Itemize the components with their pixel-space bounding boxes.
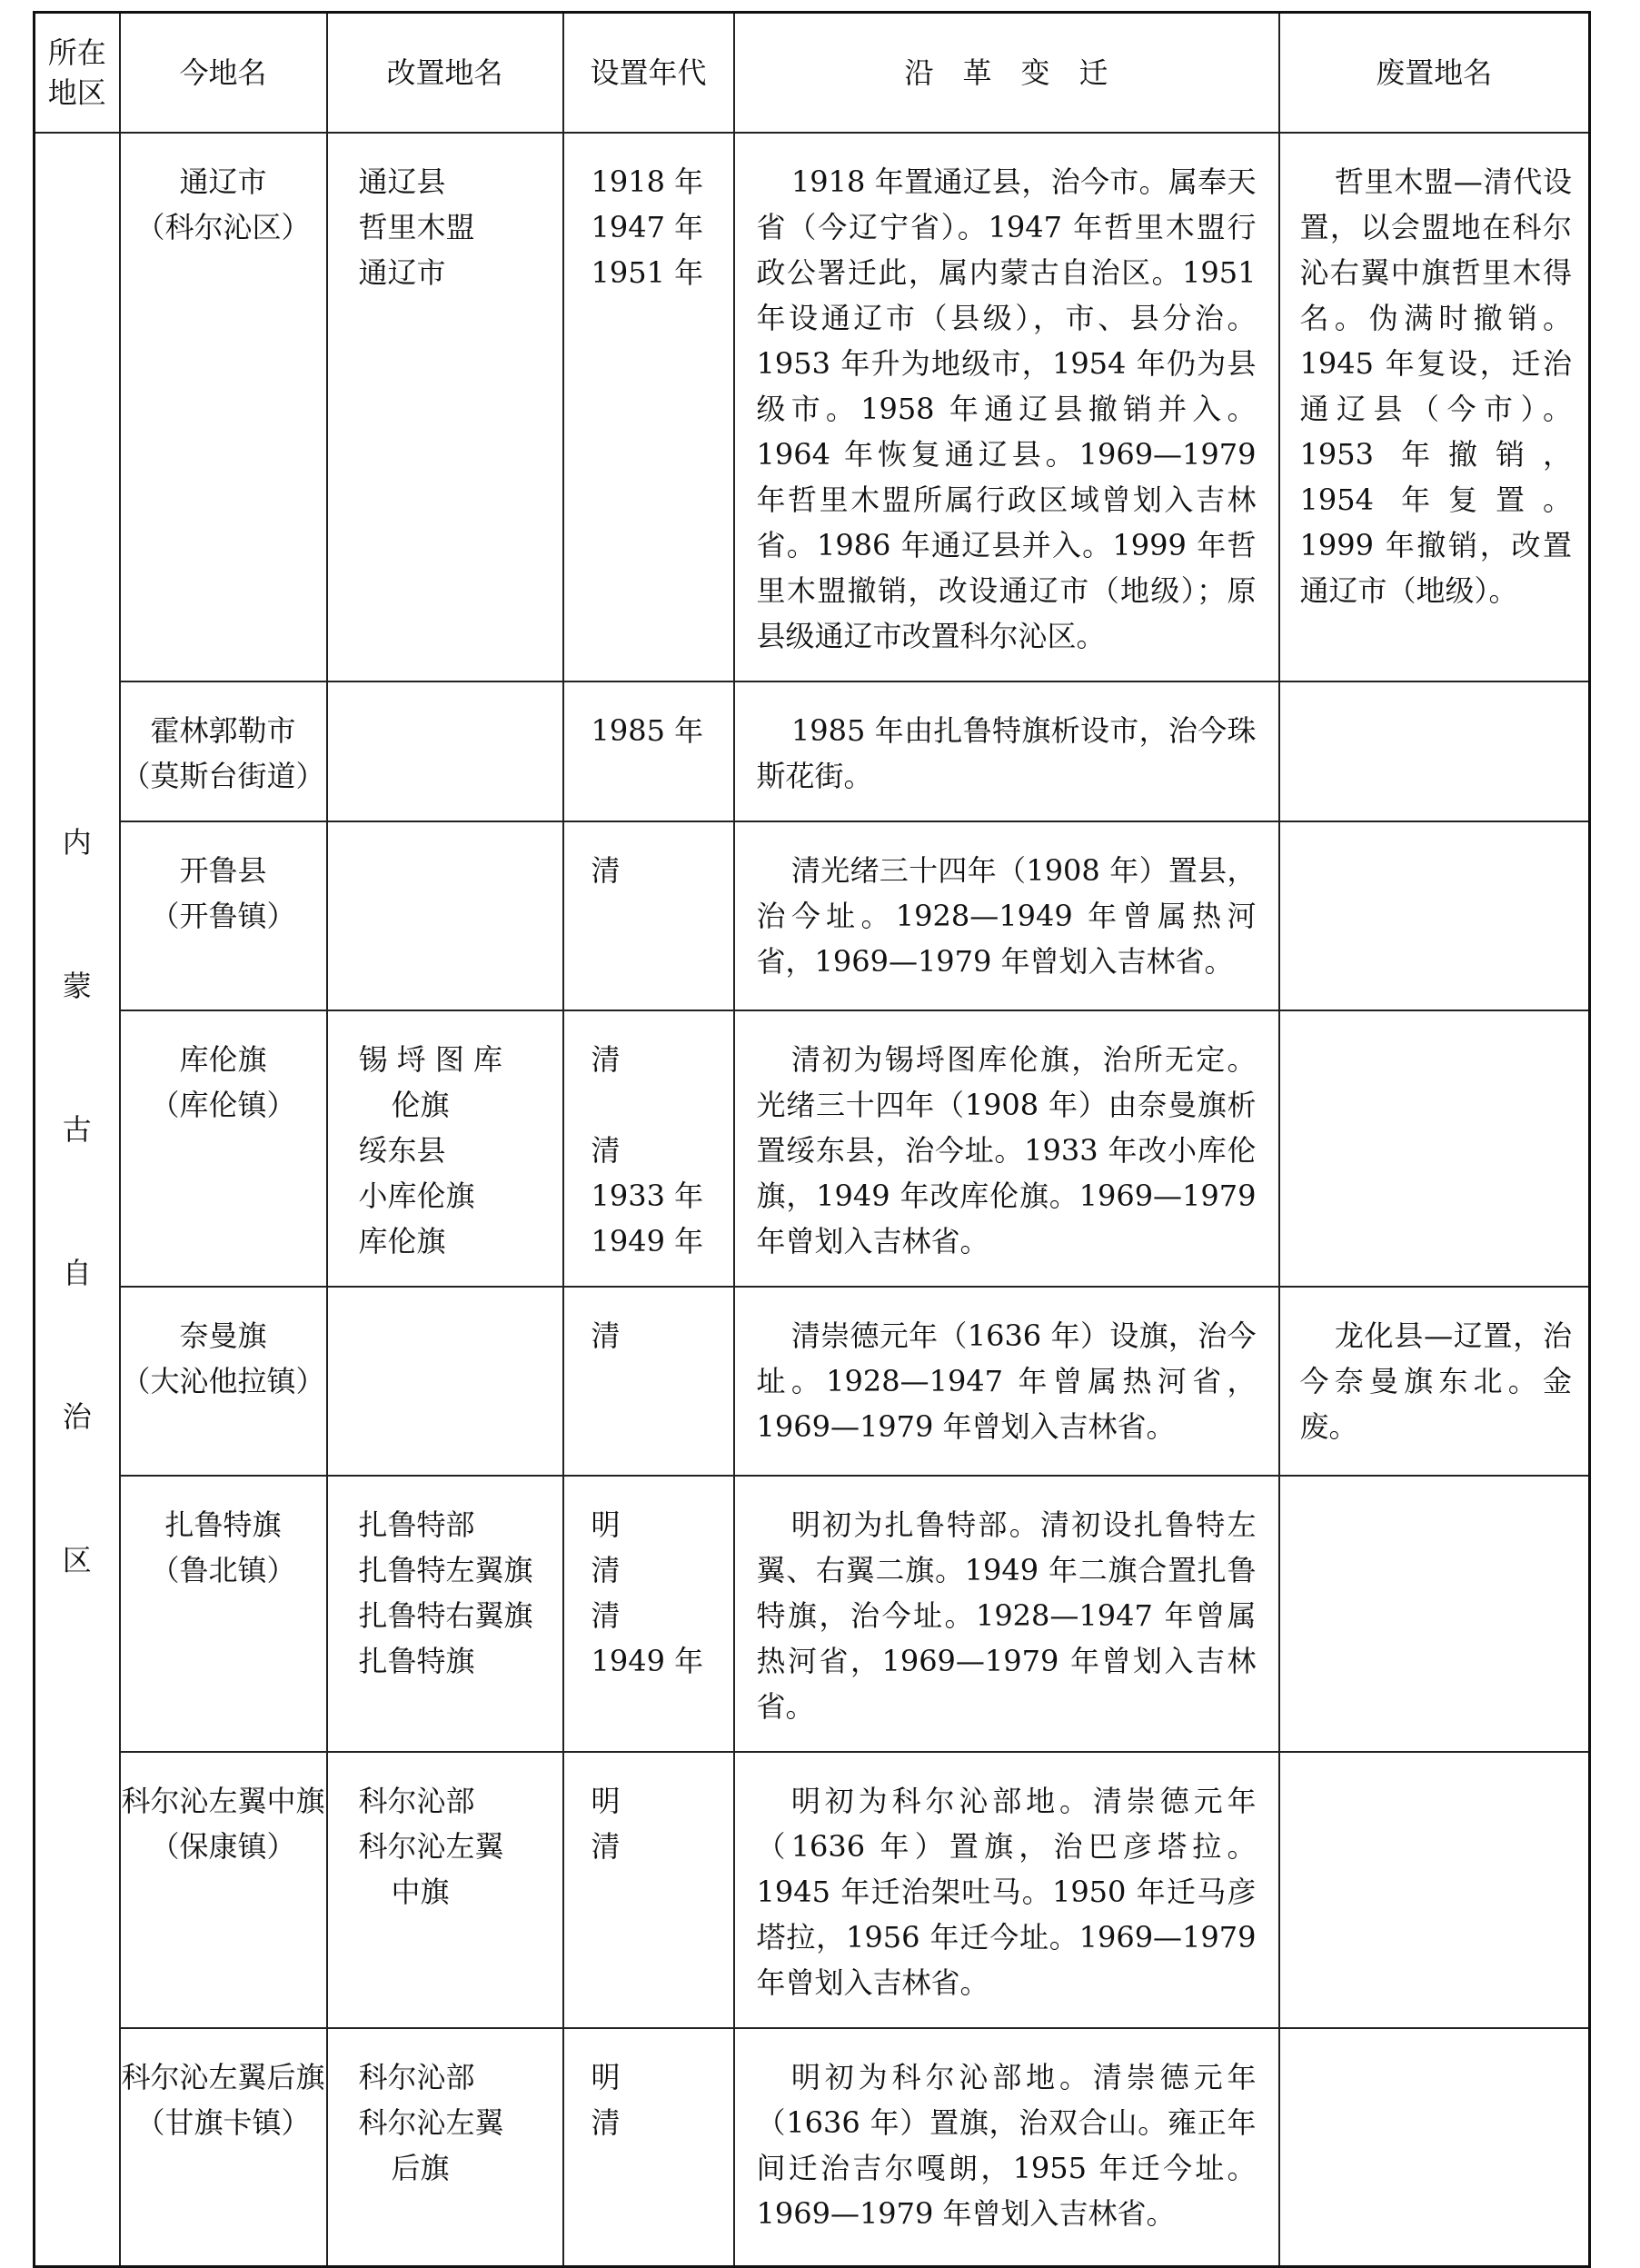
current-seat: （库伦镇）: [150, 1088, 296, 1122]
header-abolished: 废置地名: [1279, 13, 1590, 134]
region-char: 自: [62, 1255, 92, 1290]
history-text: 清光绪三十四年（1908 年）置县，治今址。1928—1949 年曾属热河省，1969—1979 年曾划入吉林省。: [756, 853, 1257, 979]
year-item: 1951 年: [591, 255, 704, 290]
region-char: 古: [62, 1111, 92, 1147]
year-item: 1933 年: [591, 1179, 704, 1213]
renamed-cell: [327, 1476, 563, 1752]
year-item: 明: [591, 1507, 621, 1542]
history-cell: [734, 2028, 1279, 2266]
year-cell: [563, 1476, 734, 1752]
table-row: [35, 1287, 1590, 1476]
history-cell: [734, 1752, 1279, 2028]
renamed-item: 科尔沁左翼: [358, 2105, 504, 2140]
year-item: 1947 年: [591, 210, 704, 244]
year-cell: [563, 133, 734, 681]
table-row: [35, 1010, 1590, 1287]
current-name: 奈曼旗: [179, 1318, 267, 1353]
year-item: 清: [591, 1133, 621, 1168]
renamed-cell: [327, 1287, 563, 1476]
region-char: 区: [62, 1542, 92, 1577]
region-char: 蒙: [62, 968, 92, 1003]
current-seat: （保康镇）: [150, 1829, 296, 1864]
table-row: [35, 1476, 1590, 1752]
abolished-cell: [1279, 681, 1590, 821]
renamed-item-continuation: 后旗: [391, 2151, 450, 2185]
renamed-item-continuation: 伦旗: [391, 1088, 450, 1122]
current-seat: （科尔沁区）: [135, 210, 311, 244]
header-row: [35, 13, 1590, 134]
current-seat: （鲁北镇）: [150, 1553, 296, 1587]
renamed-item: 通辽市: [358, 255, 446, 290]
current-name-cell: [120, 681, 327, 821]
history-cell: [734, 1010, 1279, 1287]
current-name: 霍林郭勒市: [150, 713, 296, 748]
history-cell: [734, 1287, 1279, 1476]
renamed-item: 扎鲁特部: [358, 1507, 475, 1542]
current-name: 通辽市: [179, 164, 267, 199]
abolished-text: [1280, 1477, 1589, 1524]
history-text: 明初为扎鲁特部。清初设扎鲁特左翼、右翼二旗。1949 年二旗合置扎鲁特旗，治今址。1928—1947 年曾属热河省，1969—1979 年曾划入吉林省。: [756, 1507, 1257, 1724]
renamed-cell: [327, 1010, 563, 1287]
current-name-cell: [120, 1476, 327, 1752]
abolished-text: [1280, 822, 1589, 870]
renamed-cell: [327, 821, 563, 1010]
year-item: 清: [591, 1553, 621, 1587]
abolished-text: 哲里木盟—清代设置，以会盟地在科尔沁右翼中旗哲里木得名。伪满时撤销。1945 年复设，迁治通辽县（今市）。1953 年撤销，1954 年复置。1999 年撤销，改置通辽市（地级）。: [1299, 164, 1572, 608]
renamed-item: 库伦旗: [358, 1224, 446, 1258]
history-text: 1918 年置通辽县，治今市。属奉天省（今辽宁省）。1947 年哲里木盟行政公署迁此，属内蒙古自治区。1951 年设通辽市（县级），市、县分治。1953 年升为地级市，1954 年仍为县级市。1958 年通辽县撤销并入。1964 年恢复通辽县。1969—1979 年哲里木盟所属行政区域曾划入吉林省。1986 年通辽县并入。1999 年哲里木盟撤销，改设通辽市（地级）；原县级通辽市改置科尔沁区。: [756, 164, 1257, 653]
gazetteer-table: [33, 11, 1591, 2268]
header-history: 沿 革 变 迁: [734, 13, 1279, 134]
renamed-item: 扎鲁特旗: [358, 1644, 475, 1678]
current-name-cell: [120, 821, 327, 1010]
current-name: 扎鲁特旗: [164, 1507, 282, 1542]
renamed-item: 科尔沁部: [358, 2060, 475, 2094]
renamed-cell: [327, 681, 563, 821]
abolished-text: [1280, 1753, 1589, 1800]
abolished-text: [1280, 2029, 1589, 2076]
year-item: 1918 年: [591, 164, 704, 199]
history-text: 明初为科尔沁部地。清崇德元年（1636 年）置旗，治巴彦塔拉。1945 年迁治架吐马。1950 年迁马彦塔拉，1956 年迁今址。1969—1979 年曾划入吉林省。: [756, 1784, 1257, 2000]
table-row: [35, 681, 1590, 821]
abolished-cell: [1279, 1287, 1590, 1476]
renamed-item: 扎鲁特右翼旗: [358, 1598, 533, 1633]
year-cell: [563, 1752, 734, 2028]
renamed-item: 哲里木盟: [358, 210, 475, 244]
current-seat: （甘旗卡镇）: [135, 2105, 311, 2140]
abolished-cell: [1279, 1752, 1590, 2028]
abolished-cell: [1279, 821, 1590, 1010]
year-item: 清: [591, 853, 621, 888]
current-name-cell: [120, 1287, 327, 1476]
year-item: 1949 年: [591, 1224, 704, 1258]
year-item: 清: [591, 1598, 621, 1633]
current-name-cell: [120, 1010, 327, 1287]
history-cell: [734, 681, 1279, 821]
renamed-cell: [327, 2028, 563, 2266]
current-name-cell: [120, 2028, 327, 2266]
renamed-cell: [327, 1752, 563, 2028]
year-item: 明: [591, 2060, 621, 2094]
history-text: 清初为锡埒图库伦旗，治所无定。光绪三十四年（1908 年）由奈曼旗析置绥东县，治今址。1933 年改小库伦旗，1949 年改库伦旗。1969—1979 年曾划入吉林省。: [756, 1042, 1257, 1258]
renamed-item: 科尔沁左翼: [358, 1829, 504, 1864]
year-cell: [563, 821, 734, 1010]
year-item: 清: [591, 2105, 621, 2140]
history-text: 清崇德元年（1636 年）设旗，治今址。1928—1947 年曾属热河省，1969—1979 年曾划入吉林省。: [756, 1318, 1257, 1444]
header-renamed: 改置地名: [327, 13, 563, 134]
renamed-item-continuation: 中旗: [391, 1875, 450, 1909]
year-cell: [563, 2028, 734, 2266]
current-seat: （莫斯台街道）: [121, 759, 325, 793]
year-item: 1985 年: [591, 713, 704, 748]
header-year: 设置年代: [563, 13, 734, 134]
header-region: 所在地区: [35, 13, 120, 134]
renamed-item: 科尔沁部: [358, 1784, 475, 1818]
region-char: 治: [62, 1398, 92, 1434]
region-char: 内: [62, 824, 92, 860]
year-item: 1949 年: [591, 1644, 704, 1678]
header-current-name: 今地名: [120, 13, 327, 134]
renamed-item: 通辽县: [358, 164, 446, 199]
year-cell: [563, 681, 734, 821]
table-row: [35, 821, 1590, 1010]
abolished-cell: [1279, 1476, 1590, 1752]
year-cell: [563, 1010, 734, 1287]
year-item: 清: [591, 1829, 621, 1864]
history-text: 1985 年由扎鲁特旗析设市，治今珠斯花街。: [756, 713, 1257, 793]
current-seat: （大沁他拉镇）: [121, 1364, 325, 1398]
current-seat: （开鲁镇）: [150, 899, 296, 933]
history-cell: [734, 821, 1279, 1010]
table-row: [35, 2028, 1590, 2266]
abolished-cell: [1279, 1010, 1590, 1287]
abolished-text: [1280, 682, 1589, 730]
renamed-item: 扎鲁特左翼旗: [358, 1553, 533, 1587]
year-item: 清: [591, 1318, 621, 1353]
table-row: [35, 1752, 1590, 2028]
year-cell: [563, 1287, 734, 1476]
history-cell: [734, 133, 1279, 681]
renamed-item: 绥东县: [358, 1133, 446, 1168]
history-cell: [734, 1476, 1279, 1752]
renamed-item: 小库伦旗: [358, 1179, 475, 1213]
year-item: [591, 1082, 733, 1128]
current-name-cell: [120, 133, 327, 681]
abolished-cell: [1279, 133, 1590, 681]
current-name-cell: [120, 1752, 327, 2028]
renamed-cell: [327, 133, 563, 681]
current-name: 科尔沁左翼后旗: [121, 2060, 325, 2094]
abolished-cell: [1279, 2028, 1590, 2266]
region-cell: [35, 133, 120, 2266]
year-item: 清: [591, 1042, 621, 1077]
year-item: 明: [591, 1784, 621, 1818]
table-row: [35, 133, 1590, 681]
current-name: 科尔沁左翼中旗: [121, 1784, 325, 1818]
current-name: 库伦旗: [179, 1042, 267, 1077]
abolished-text: [1280, 1011, 1589, 1059]
renamed-item: 锡 埒 图 库: [358, 1042, 503, 1077]
current-name: 开鲁县: [179, 853, 267, 888]
history-text: 明初为科尔沁部地。清崇德元年（1636 年）置旗，治双合山。雍正年间迁治吉尔嘎朗，1955 年迁今址。1969—1979 年曾划入吉林省。: [756, 2060, 1257, 2231]
abolished-text: 龙化县—辽置，治今奈曼旗东北。金废。: [1299, 1318, 1572, 1444]
